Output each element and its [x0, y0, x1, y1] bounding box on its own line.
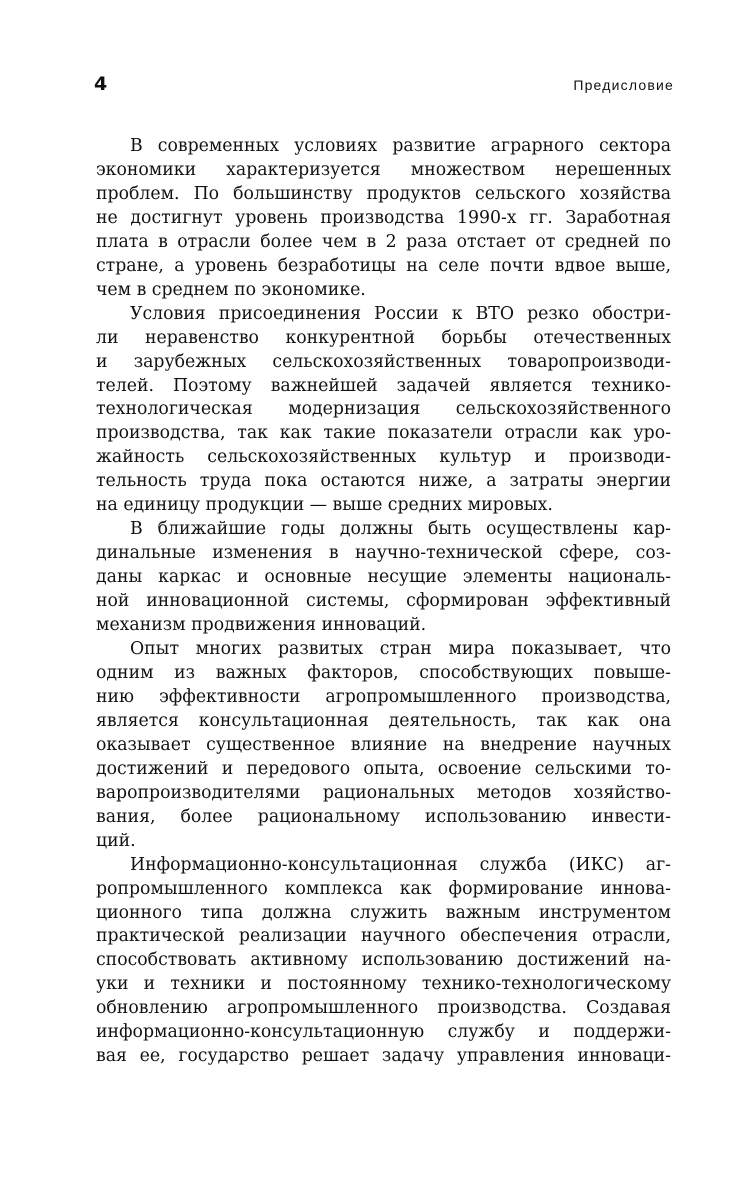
text-line: телей. Поэтому важнейшей задачей является технико-	[96, 375, 671, 396]
page-number: 4	[94, 73, 108, 95]
paragraph	[96, 854, 671, 1070]
text-line: одним из важных факторов, способствующих повыше-	[96, 662, 671, 683]
text-line: ропромышленного комплекса как формирование иннова-	[96, 878, 671, 899]
text-line: оказывает существенное влияние на внедрение научных	[96, 734, 671, 755]
text-line: механизм продвижения инноваций.	[96, 615, 427, 636]
text-line: уки и техники и постоянному технико-технологическому	[96, 974, 671, 995]
text-line: вания, более рациональному использованию инвести-	[96, 806, 671, 827]
text-line: нию эффективности агропромышленного производства,	[96, 686, 671, 707]
text-line: достижений и передового опыта, освоение сельскими то-	[96, 758, 671, 779]
text-line: Опыт многих развитых стран мира показывает, что	[130, 639, 671, 660]
text-line: варопроизводителями рациональных методов хозяйство-	[96, 782, 671, 803]
text-line: Условия присоединения России к ВТО резко обостри-	[130, 303, 671, 324]
text-line: чем в среднем по экономике.	[96, 279, 366, 300]
text-line: Информационно-консультационная служба (ИКС) аг-	[130, 854, 671, 875]
text-line: на единицу продукции — выше средних мировых.	[96, 495, 553, 516]
text-line: даны каркас и основные несущие элементы националь-	[96, 567, 671, 588]
running-header	[94, 72, 674, 98]
text-line: является консультационная деятельность, так как она	[96, 710, 671, 731]
text-line: информационно-консультационную службу и поддержи-	[96, 1022, 671, 1043]
text-line: ли неравенство конкурентной борьбы отечественных	[96, 327, 671, 348]
text-line: ций.	[96, 830, 136, 851]
text-line: В ближайшие годы должны быть осуществлены кар-	[130, 519, 671, 540]
text-line: плата в отрасли более чем в 2 раза отстает от средней по	[96, 231, 671, 252]
text-line: стране, а уровень безработицы на селе почти вдвое выше,	[96, 255, 671, 276]
text-line: экономики характеризуется множеством нерешенных	[96, 159, 671, 180]
text-line: ционного типа должна служить важным инструментом	[96, 902, 671, 923]
text-line: жайность сельскохозяйственных культур и производи-	[96, 447, 671, 468]
text-line: не достигнут уровень производства 1990-х гг. Заработная	[96, 207, 671, 228]
text-line: тельность труда пока остаются ниже, а затраты энергии	[96, 471, 671, 492]
text-line: производства, так как такие показатели отрасли как уро-	[96, 423, 671, 444]
text-line: ной инновационной системы, сформирован эффективный	[96, 591, 671, 612]
text-line: В современных условиях развитие аграрного сектора	[130, 136, 671, 156]
paragraph	[96, 135, 671, 303]
section-title: Предисловие	[573, 77, 674, 93]
paragraph	[96, 638, 671, 854]
text-line: проблем. По большинству продуктов сельского хозяйства	[96, 183, 671, 204]
text-line: практической реализации научного обеспечения отрасли,	[96, 926, 671, 947]
paragraph	[96, 303, 671, 519]
paragraph	[96, 518, 671, 638]
text-line: способствовать активному использованию достижений на-	[96, 950, 671, 971]
text-line: динальные изменения в научно-технической сфере, соз-	[96, 543, 671, 564]
text-line: вая ее, государство решает задачу управления инноваци-	[96, 1046, 671, 1067]
body-text	[96, 135, 671, 1069]
text-line: и зарубежных сельскохозяйственных товаропроизводи-	[96, 351, 671, 372]
text-line: технологическая модернизация сельскохозяйственного	[96, 399, 671, 420]
text-line: обновлению агропромышленного производства. Создавая	[96, 998, 671, 1019]
